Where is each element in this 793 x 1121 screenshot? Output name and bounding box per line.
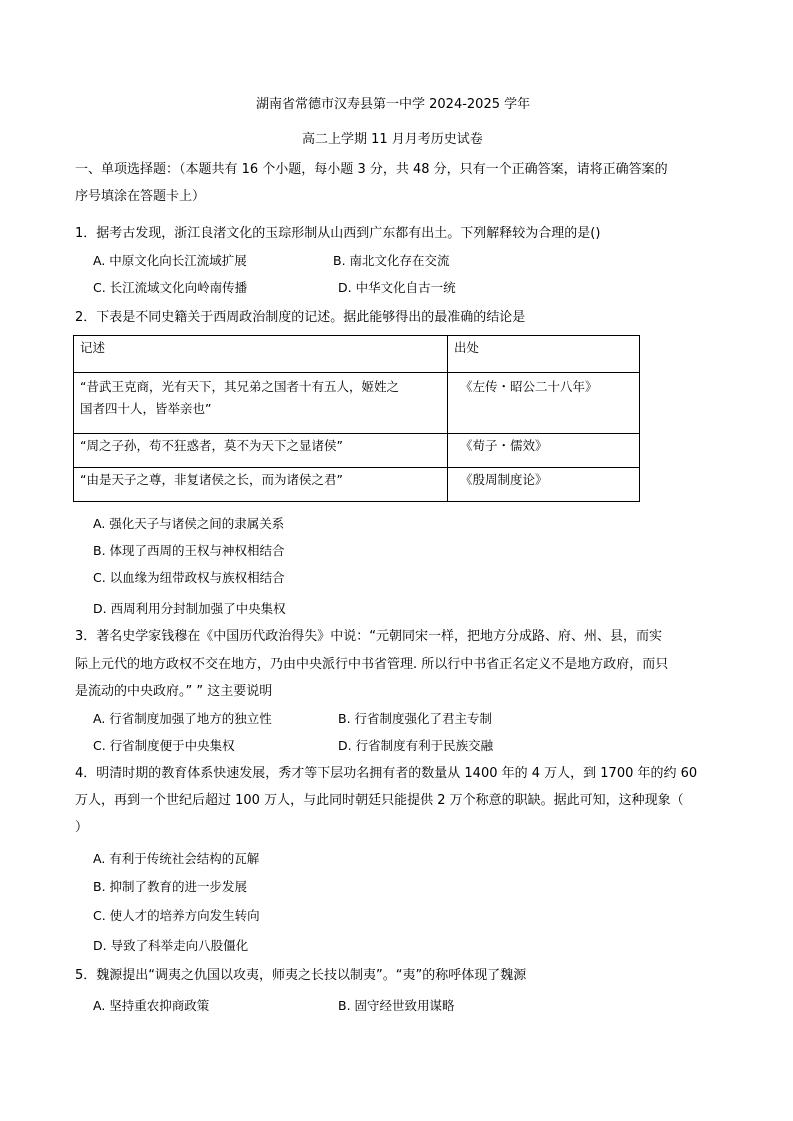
table-cell-record: “由是天子之尊，非复诸侯之长，而为诸侯之君” [74, 468, 448, 502]
question-5-option-a[interactable]: A. 坚持重农抑商政策 [93, 998, 210, 1013]
school-title: 湖南省常德市汉寿县第一中学 2024-2025 学年 [256, 97, 531, 112]
question-3-option-a[interactable]: A. 行省制度加强了地方的独立性 [93, 711, 272, 726]
question-4-option-c[interactable]: C. 使人才的培养方向发生转向 [93, 908, 260, 923]
table-cell-record-line: 国者四十人，皆举亲也” [80, 401, 212, 416]
question-1-option-b[interactable]: B. 南北文化存在交流 [333, 253, 450, 268]
question-1-stem: 1．据考古发现，浙江良渚文化的玉琮形制从山西到广东都有出土。下列解释较为合理的是() [75, 226, 601, 241]
section-heading-line-1: 一、单项选择题：（本题共有 16 个小题，每小题 3 分，共 48 分，只有一个正确答案，请将正确答案的 [75, 162, 668, 177]
table-row [74, 468, 640, 502]
source-table [73, 335, 640, 502]
table-cell-source: 《殷周制度论》 [448, 468, 640, 502]
question-4-option-a[interactable]: A. 有利于传统社会结构的瓦解 [93, 851, 260, 866]
question-3-stem-line: 3．著名史学家钱穆在《中国历代政治得失》中说：“元朝同宋一样，把地方分成路、府、州、县，而实 [75, 629, 663, 644]
table-row [74, 434, 640, 468]
section-heading-line-2: 序号填涂在答题卡上） [75, 189, 206, 204]
question-2-option-a[interactable]: A. 强化天子与诸侯之间的隶属关系 [93, 516, 285, 531]
exam-title: 高二上学期 11 月月考历史试卷 [302, 132, 483, 147]
table-cell-source: 《左传・昭公二十八年》 [448, 373, 640, 434]
question-2-option-c[interactable]: C. 以血缘为纽带政权与族权相结合 [93, 570, 285, 585]
table-cell-record: “周之子孙，苟不狂惑者，莫不为天下之显诸侯” [74, 434, 448, 468]
question-2-option-b[interactable]: B. 体现了西周的王权与神权相结合 [93, 543, 285, 558]
question-3-option-b[interactable]: B. 行省制度强化了君主专制 [338, 711, 493, 726]
question-2-option-d[interactable]: D. 西周利用分封制加强了中央集权 [93, 601, 286, 616]
question-4-stem-line: ） [75, 820, 89, 835]
question-3-option-c[interactable]: C. 行省制度便于中央集权 [93, 738, 235, 753]
table-header-source: 出处 [448, 336, 640, 373]
table-header-record: 记述 [74, 336, 448, 373]
question-5-option-b[interactable]: B. 固守经世致用谋略 [338, 998, 455, 1013]
question-4-option-b[interactable]: B. 抑制了教育的进一步发展 [93, 879, 248, 894]
question-5-stem: 5．魏源提出“调夷之仇国以攻夷，师夷之长技以制夷”。“夷”的称呼体现了魏源 [75, 968, 527, 983]
table-cell-record-line: “昔武王克商，光有天下，其兄弟之国者十有五人，姬姓之 [80, 379, 399, 394]
question-3-option-d[interactable]: D. 行省制度有利于民族交融 [338, 738, 494, 753]
question-1-option-c[interactable]: C. 长江流域文化向岭南传播 [93, 280, 248, 295]
question-4-option-d[interactable]: D. 导致了科举走向八股僵化 [93, 938, 249, 953]
question-3-stem-line: 是流动的中央政府。” ” 这主要说明 [75, 684, 273, 699]
question-1-option-a[interactable]: A. 中原文化向长江流域扩展 [93, 253, 247, 268]
question-1-option-d[interactable]: D. 中华文化自古一统 [338, 280, 456, 295]
question-4-stem-line: 万人，再到一个世纪后超过 100 万人，与此同时朝廷只能提供 2 万个称意的职缺。据此可知，这种现象（ [75, 793, 684, 808]
question-4-stem-line: 4．明清时期的教育体系快速发展，秀才等下层功名拥有者的数量从 1400 年的 4 万人，到 1700 年的约 60 [75, 766, 698, 781]
table-cell-source: 《荀子・儒效》 [448, 434, 640, 468]
table-row [74, 373, 640, 434]
question-3-stem-line: 际上元代的地方政权不交在地方，乃由中央派行中书省管理. 所以行中书省正名定义不是地方政府，而只 [75, 657, 669, 672]
table-cell-record [74, 373, 448, 434]
table-header-row [74, 336, 640, 373]
question-2-stem: 2．下表是不同史籍关于西周政治制度的记述。据此能够得出的最准确的结论是 [75, 310, 526, 325]
